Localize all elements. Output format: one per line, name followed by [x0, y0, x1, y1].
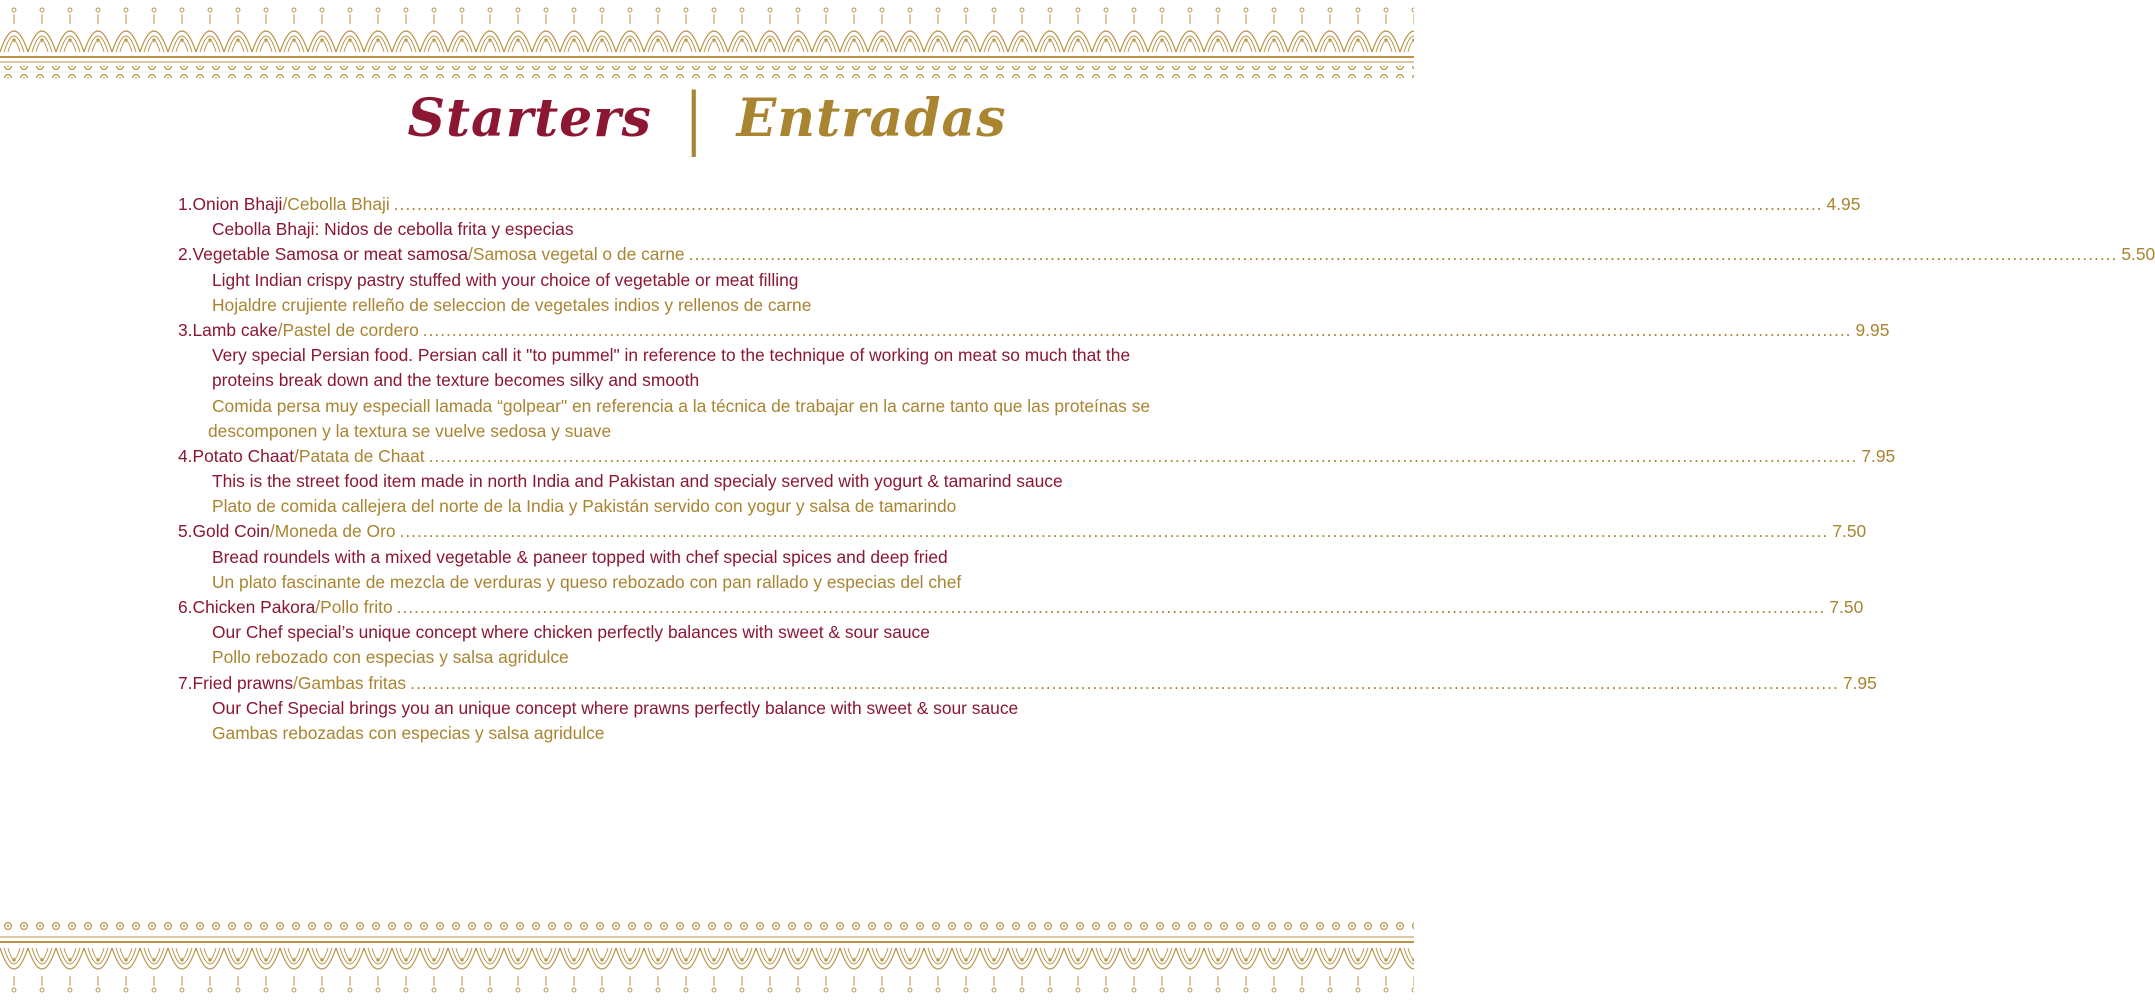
- menu-item-header: [178, 318, 1890, 343]
- item-description-spanish: Pollo rebozado con especias y salsa agridulce: [212, 647, 569, 668]
- menu-item-header: [178, 444, 1896, 469]
- item-description-english: This is the street food item made in north India and Pakistan and specialy served with yogurt & tamarind sauce: [212, 471, 1063, 492]
- name-separator: /: [315, 597, 321, 617]
- item-name-english: Chicken Pakora: [192, 597, 316, 617]
- title-english: Starters: [407, 88, 652, 149]
- menu-item-header: [178, 519, 1867, 544]
- item-description-spanish: Hojaldre crujiente relleño de seleccion de vegetales indios y rellenos de carne: [212, 294, 812, 315]
- item-number: 5.: [178, 521, 193, 542]
- item-description-spanish: Un plato fascinante de mezcla de verduras y queso rebozado con pan rallado y especias del chef: [212, 571, 962, 592]
- item-price: 4.95: [1826, 194, 1861, 214]
- dot-leader: .....................................................................................................................................................................................................................................................: [399, 521, 1829, 542]
- item-price: 7.95: [1861, 445, 1896, 466]
- item-name-spanish: Pastel de cordero: [282, 319, 419, 340]
- item-description-english: Our Chef special’s unique concept where chicken perfectly balances with sweet & sour sauce: [212, 622, 930, 643]
- item-name-english: Fried prawns: [192, 672, 294, 693]
- dot-leader: .....................................................................................................................................................................................................................................................: [688, 244, 2118, 265]
- item-description-english: Our Chef Special brings you an unique concept where prawns perfectly balance with sweet & sour sauce: [212, 697, 1019, 718]
- item-price: 7.50: [1832, 521, 1867, 542]
- name-separator: /: [269, 521, 275, 542]
- dot-leader: .....................................................................................................................................................................................................................................................: [428, 445, 1858, 466]
- item-description-english: Very special Persian food. Persian call it "to pummel" in reference to the technique of working on meat so much that the: [212, 345, 1131, 366]
- title-separator: |: [685, 80, 704, 158]
- bottom-ornamental-border: [0, 914, 1414, 1000]
- item-number: 2.: [178, 244, 193, 265]
- name-separator: /: [277, 319, 283, 340]
- menu-item-header: [178, 671, 1877, 696]
- item-description-spanish: Plato de comida callejera del norte de la India y Pakistán servido con yogur y salsa de tamarindo: [212, 496, 957, 517]
- item-price: 5.50: [2121, 244, 2155, 265]
- item-price: 7.95: [1842, 672, 1877, 693]
- item-name-spanish: Samosa vegetal o de carne: [472, 244, 685, 265]
- item-price: 7.50: [1829, 597, 1864, 617]
- item-description-spanish: descomponen y la textura se vuelve sedosa y suave: [208, 420, 612, 441]
- name-separator: /: [294, 445, 299, 466]
- menu-item-header: [178, 192, 1861, 217]
- item-description-english: Light Indian crispy pastry stuffed with your choice of vegetable or meat filling: [212, 269, 799, 290]
- item-number: 7.: [178, 672, 193, 693]
- item-number: 4.: [178, 445, 193, 466]
- item-description-english: proteins break down and the texture becomes silky and smooth: [212, 370, 700, 391]
- item-description-english: Cebolla Bhaji: Nidos de cebolla frita y especias: [212, 219, 574, 240]
- name-separator: /: [468, 244, 473, 265]
- menu-item-header: [178, 595, 1864, 620]
- item-number: 1.: [178, 194, 193, 214]
- item-name-spanish: Patata de Chaat: [298, 445, 425, 466]
- item-description-english: Bread roundels with a mixed vegetable & paneer topped with chef special spices and deep fried: [212, 546, 948, 567]
- dot-leader: .....................................................................................................................................................................................................................................................: [422, 319, 1852, 340]
- item-name-spanish: Moneda de Oro: [274, 521, 396, 542]
- item-name-spanish: Pollo frito: [320, 597, 393, 617]
- item-name-english: Onion Bhaji: [192, 194, 283, 214]
- item-name-english: Vegetable Samosa or meat samosa: [192, 244, 469, 265]
- dot-leader: .....................................................................................................................................................................................................................................................: [393, 194, 1823, 214]
- item-name-english: Lamb cake: [192, 319, 278, 340]
- title-spanish: Entradas: [736, 88, 1007, 149]
- dot-leader: .....................................................................................................................................................................................................................................................: [410, 672, 1839, 693]
- starters-menu-list: [178, 192, 2155, 746]
- item-name-spanish: Gambas fritas: [297, 672, 407, 693]
- henna-pattern-bottom: [0, 914, 1414, 1000]
- item-description-spanish: Gambas rebozadas con especias y salsa agridulce: [212, 722, 605, 743]
- item-name-spanish: Cebolla Bhaji: [287, 194, 390, 214]
- menu-item-header: [178, 242, 2155, 267]
- dot-leader: .....................................................................................................................................................................................................................................................: [396, 597, 1826, 617]
- name-separator: /: [293, 672, 298, 693]
- item-number: 3.: [178, 319, 193, 340]
- item-description-spanish: Comida persa muy especiall lamada “golpear" en referencia a la técnica de trabajar en la carne tanto que las proteínas se: [212, 395, 1151, 416]
- name-separator: /: [282, 194, 288, 214]
- page-title: [0, 80, 1414, 158]
- item-number: 6.: [178, 597, 193, 617]
- item-name-english: Potato Chaat: [192, 445, 295, 466]
- item-name-english: Gold Coin: [192, 521, 270, 542]
- item-price: 9.95: [1855, 319, 1890, 340]
